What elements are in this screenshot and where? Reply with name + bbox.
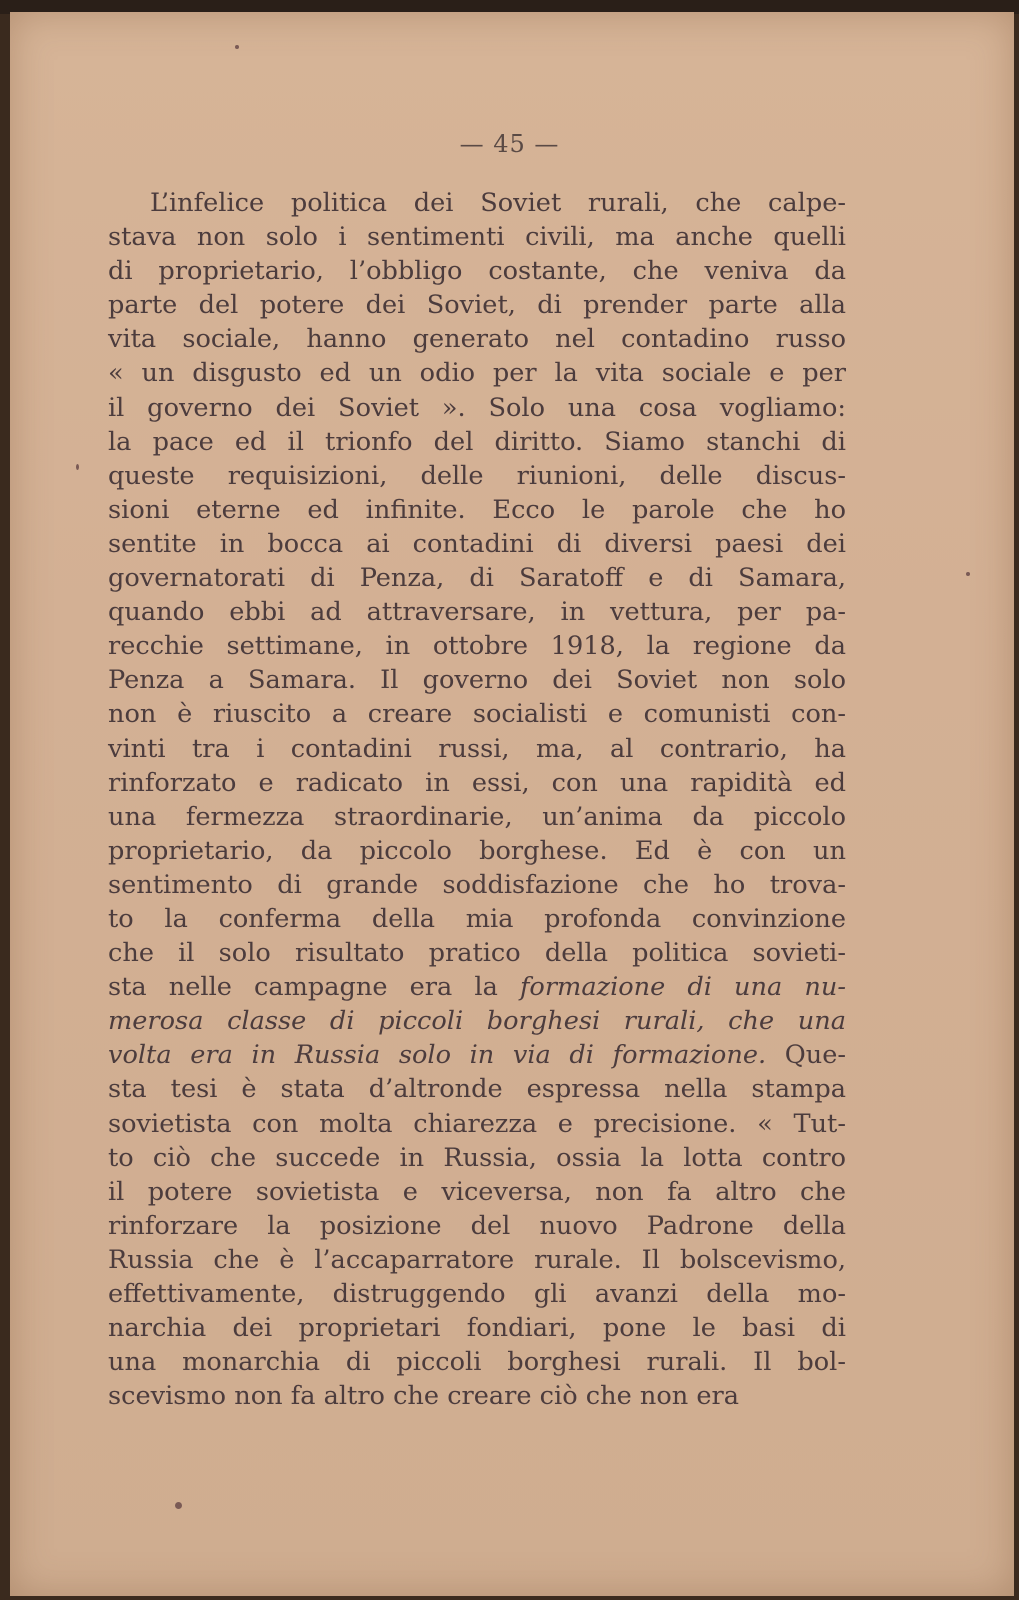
text-span: recchie settimane, in ottobre 1918, la regione da xyxy=(108,631,846,662)
text-span: rinforzato e radicato in essi, con una rapidità ed xyxy=(108,767,846,798)
text-line xyxy=(108,459,846,493)
text-line xyxy=(108,697,846,731)
text-line xyxy=(108,1175,846,1209)
text-span: Russia che è l’accaparratore rurale. Il bolscevismo, xyxy=(108,1244,846,1275)
body-text xyxy=(108,186,846,1413)
text-span: stava non solo i sentimenti civili, ma anche quelli xyxy=(108,222,846,253)
text-span: sentite in bocca ai contadini di diversi paesi dei xyxy=(108,528,846,559)
text-line xyxy=(108,322,846,356)
text-span: effettivamente, distruggendo gli avanzi della mo- xyxy=(108,1279,846,1309)
italic-text: formazione di una nu- xyxy=(519,972,847,1003)
text-span: una monarchia di piccoli borghesi rurali. Il bol- xyxy=(108,1347,846,1378)
text-line xyxy=(108,1141,846,1175)
text-line xyxy=(108,970,846,1004)
text-line xyxy=(108,1038,846,1072)
text-span: L’infelice politica dei Soviet rurali, che calpe- xyxy=(150,188,846,218)
text-span: parte del potere dei Soviet, di prender parte alla xyxy=(108,290,846,321)
text-span: che il solo risultato pratico della politica sovieti- xyxy=(108,938,846,969)
italic-text: volta era in Russia solo in via di formazione. xyxy=(108,1040,767,1071)
text-span: non è riuscito a creare socialisti e comunisti con- xyxy=(108,699,846,730)
text-line xyxy=(108,1345,846,1379)
text-line xyxy=(108,254,846,288)
text-span: « un disgusto ed un odio per la vita sociale e per xyxy=(108,358,846,389)
text-span: sta tesi è stata d’altronde espressa nella stampa xyxy=(108,1074,846,1105)
text-span: rinforzare la posizione del nuovo Padrone della xyxy=(108,1210,846,1241)
text-span: sovietista con molta chiarezza e precisione. « Tut- xyxy=(108,1108,846,1139)
ink-speck xyxy=(76,464,79,470)
italic-text: merosa classe di piccoli borghesi rurali, che una xyxy=(108,1006,846,1037)
text-span: Que- xyxy=(766,1040,846,1071)
text-line xyxy=(108,595,846,629)
text-span: di proprietario, l’obbligo costante, che veniva da xyxy=(108,256,846,287)
ink-speck xyxy=(966,572,970,576)
text-span: una fermezza straordinarie, un’anima da piccolo xyxy=(108,801,846,832)
text-line xyxy=(108,356,846,390)
text-line xyxy=(108,391,846,425)
text-line xyxy=(108,800,846,834)
text-line xyxy=(108,1004,846,1038)
text-span: Penza a Samara. Il governo dei Soviet non solo xyxy=(108,665,846,696)
text-line xyxy=(108,1209,846,1243)
text-span: to ciò che succede in Russia, ossia la lotta contro xyxy=(108,1142,846,1173)
ink-speck xyxy=(235,45,239,49)
text-span: quando ebbi ad attraversare, in vettura, per pa- xyxy=(108,597,846,628)
text-line xyxy=(108,288,846,322)
text-line xyxy=(108,1277,846,1311)
text-span: governatorati di Penza, di Saratoff e di Samara, xyxy=(108,563,846,594)
text-line xyxy=(108,1243,846,1277)
text-line xyxy=(108,1311,846,1345)
text-line xyxy=(108,902,846,936)
text-line xyxy=(108,834,846,868)
text-line xyxy=(108,1072,846,1106)
page-number-header: — 45 — xyxy=(459,130,560,158)
text-line xyxy=(108,561,846,595)
text-span: queste requisizioni, delle riunioni, delle discus- xyxy=(108,460,846,491)
text-line xyxy=(108,220,846,254)
text-span: scevismo non fa altro che creare ciò che non era xyxy=(108,1381,739,1412)
text-span: il potere sovietista e viceversa, non fa altro che xyxy=(108,1176,846,1207)
text-span: proprietario, da piccolo borghese. Ed è con un xyxy=(108,835,846,866)
text-span: il governo dei Soviet ». Solo una cosa vogliamo: xyxy=(108,392,846,423)
text-span: to la conferma della mia profonda convinzione xyxy=(108,903,846,934)
text-line xyxy=(108,663,846,697)
text-line xyxy=(108,1379,846,1413)
text-span: narchia dei proprietari fondiari, pone le basi di xyxy=(108,1313,846,1344)
text-span: sta nelle campagne era la xyxy=(108,972,520,1003)
text-span: sentimento di grande soddisfazione che ho trova- xyxy=(108,869,846,900)
text-span: vinti tra i contadini russi, ma, al contrario, ha xyxy=(108,733,846,764)
text-span: vita sociale, hanno generato nel contadino russo xyxy=(108,324,846,355)
text-line xyxy=(108,732,846,766)
text-line xyxy=(108,493,846,527)
text-line xyxy=(108,936,846,970)
text-line xyxy=(108,868,846,902)
text-line xyxy=(108,1107,846,1141)
ink-speck xyxy=(175,1502,182,1509)
text-line xyxy=(108,425,846,459)
text-span: sioni eterne ed infinite. Ecco le parole che ho xyxy=(108,494,846,525)
text-line xyxy=(108,186,846,220)
text-line xyxy=(108,629,846,663)
text-line xyxy=(108,766,846,800)
text-line xyxy=(108,527,846,561)
text-span: la pace ed il trionfo del diritto. Siamo stanchi di xyxy=(108,426,846,457)
